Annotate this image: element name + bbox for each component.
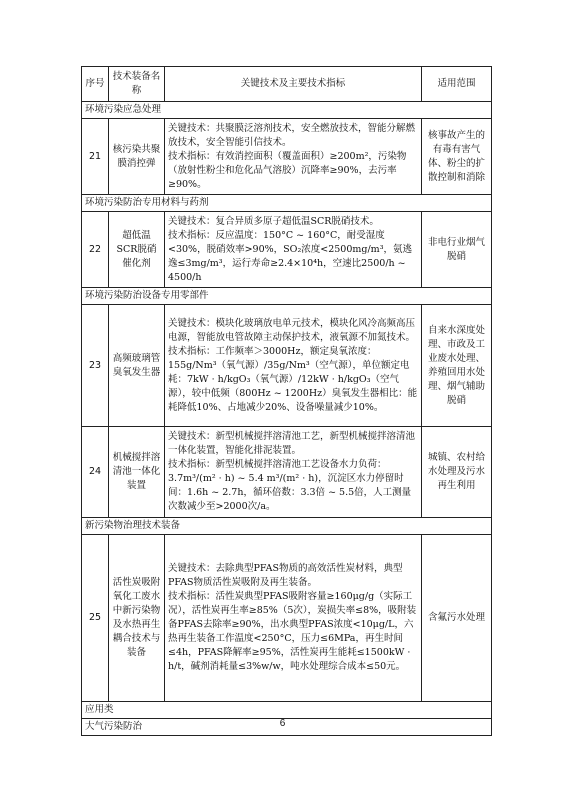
row-scope: 核事故产生的有毒有害气体、粉尘的扩散控制和消除 <box>422 119 492 195</box>
header-name: 技术装备名称 <box>109 67 165 102</box>
row-no: 21 <box>82 119 109 195</box>
row-name: 超低温SCR脱硝催化剂 <box>109 212 165 288</box>
row-scope: 非电行业烟气脱硝 <box>422 212 492 288</box>
row-scope: 自来水深度处理、市政及工业废水处理、养殖回用水处理、烟气辅助脱硝 <box>422 305 492 427</box>
row-scope: 城镇、农村给水处理及污水再生利用 <box>422 427 492 518</box>
row-name: 活性炭吸附氧化工废水中新污染物及水热再生耦合技术与装备 <box>109 535 165 702</box>
row-no: 25 <box>82 535 109 702</box>
page-number: 6 <box>279 718 286 729</box>
key-tech-text: 关键技术：去除典型PFAS物质的高效活性炭材料，典型PFAS物质活性炭吸附及再生装备。 <box>168 563 403 588</box>
spec-text: 技术指标：新型机械搅拌溶清池工艺设备水力负荷：3.7m³/(m² · h) ~ 5.4 m³/(m² · h)，沉淀区水力停留时间：1.6h ~ 2.7h，循环倍数：3.3倍 ~ 5.5倍，人工测量次数减少至>2000次/a。 <box>168 459 412 512</box>
table-header-row <box>82 67 492 102</box>
table-row <box>82 535 492 702</box>
header-scope: 适用范围 <box>422 67 492 102</box>
row-desc <box>165 119 422 195</box>
table-row <box>82 305 492 427</box>
section-title: 环境污染应急处理 <box>82 102 492 119</box>
header-no: 序号 <box>82 67 109 102</box>
table-row <box>82 427 492 518</box>
row-no: 22 <box>82 212 109 288</box>
row-desc <box>165 427 422 518</box>
section-title: 环境污染防治设备专用零部件 <box>82 288 492 305</box>
key-tech-text: 关键技术：复合异质多原子超低温SCR脱硝技术。 <box>168 215 379 227</box>
table-row <box>82 119 492 195</box>
spec-text: 技术指标：活性炭典型PFAS吸附容量≥160μg/g（实际工况），活性炭再生率≥85%（5次），炭损失率≤8%，吸附装备PFAS去除率≥90%，出水典型PFAS浓度<10μg/L，六热再生装备工作温度<250°C，压力≤6MPa，再生时间≤4h，PFAS降解率≥95%，活性炭再生能耗≤1500kW · h/t，碱剂消耗量≤3%w/w，吨水处理综合成本≤50元。 <box>168 591 417 672</box>
row-name: 高频玻璃管臭氧发生器 <box>109 305 165 427</box>
section-row <box>82 195 492 212</box>
section-row <box>82 518 492 535</box>
section-title: 新污染物治理技术装备 <box>82 518 492 535</box>
key-tech-text: 关键技术：新型机械搅拌溶清池工艺，新型机械搅拌溶清池一体化装置，智能化排泥装置。 <box>168 431 416 456</box>
section-row <box>82 288 492 305</box>
section-title: 应用类 <box>82 702 492 719</box>
key-tech-text: 关键技术：共聚膜泛溶剂技术，安全燃放技术，智能分解燃放技术，安全智能引信技术。 <box>168 122 416 148</box>
row-desc <box>165 305 422 427</box>
row-scope: 含氟污水处理 <box>422 535 492 702</box>
row-no: 24 <box>82 427 109 518</box>
row-desc <box>165 535 422 702</box>
spec-text: 技术指标：有效消控面积（覆盖面积）≥200m²，污染物（放射性粉尘和危化品气溶胶）沉降率≥90%，去污率≥90%。 <box>168 150 407 190</box>
row-name: 核污染共聚膜消控弹 <box>109 119 165 195</box>
section-title: 环境污染防治专用材料与药剂 <box>82 195 492 212</box>
row-desc <box>165 212 422 288</box>
header-desc: 关键技术及主要技术指标 <box>165 67 422 102</box>
spec-text: 技术指标：反应温度：150°C ~ 160°C，耐受湿度<30%，脱硝效率>90%，SO₂浓度<2500mg/m³，氨逃逸≤3mg/m³，运行寿命≥2.4×10⁴h，空速比2500/h ~ 4500/h <box>168 229 412 283</box>
table-row <box>82 212 492 288</box>
section-row <box>82 702 492 719</box>
section-title: 大气污染防治 <box>82 719 492 736</box>
key-tech-text: 关键技术：模块化玻璃放电单元技术，模块化风冷高频高压电源，智能放电管故障主动保护技术，液氧源不加氮技术。 <box>168 317 416 343</box>
spec-text: 技术指标：工作频率＞3000Hz，额定臭氧浓度：155g/Nm³（氧气源）/35g/Nm³（空气源），单位额定电耗：7kW · h/kgO₃（氧气源）/12kW · h/kgO₃（空气源），较中低频（800Hz ~ 1200Hz）臭氧发生器相比：能耗降低10%、占地减少20%、设备噪量减少10%。 <box>168 345 418 413</box>
row-name: 机械搅拌溶清池一体化装置 <box>109 427 165 518</box>
catalog-table <box>81 66 492 736</box>
row-no: 23 <box>82 305 109 427</box>
section-row <box>82 102 492 119</box>
